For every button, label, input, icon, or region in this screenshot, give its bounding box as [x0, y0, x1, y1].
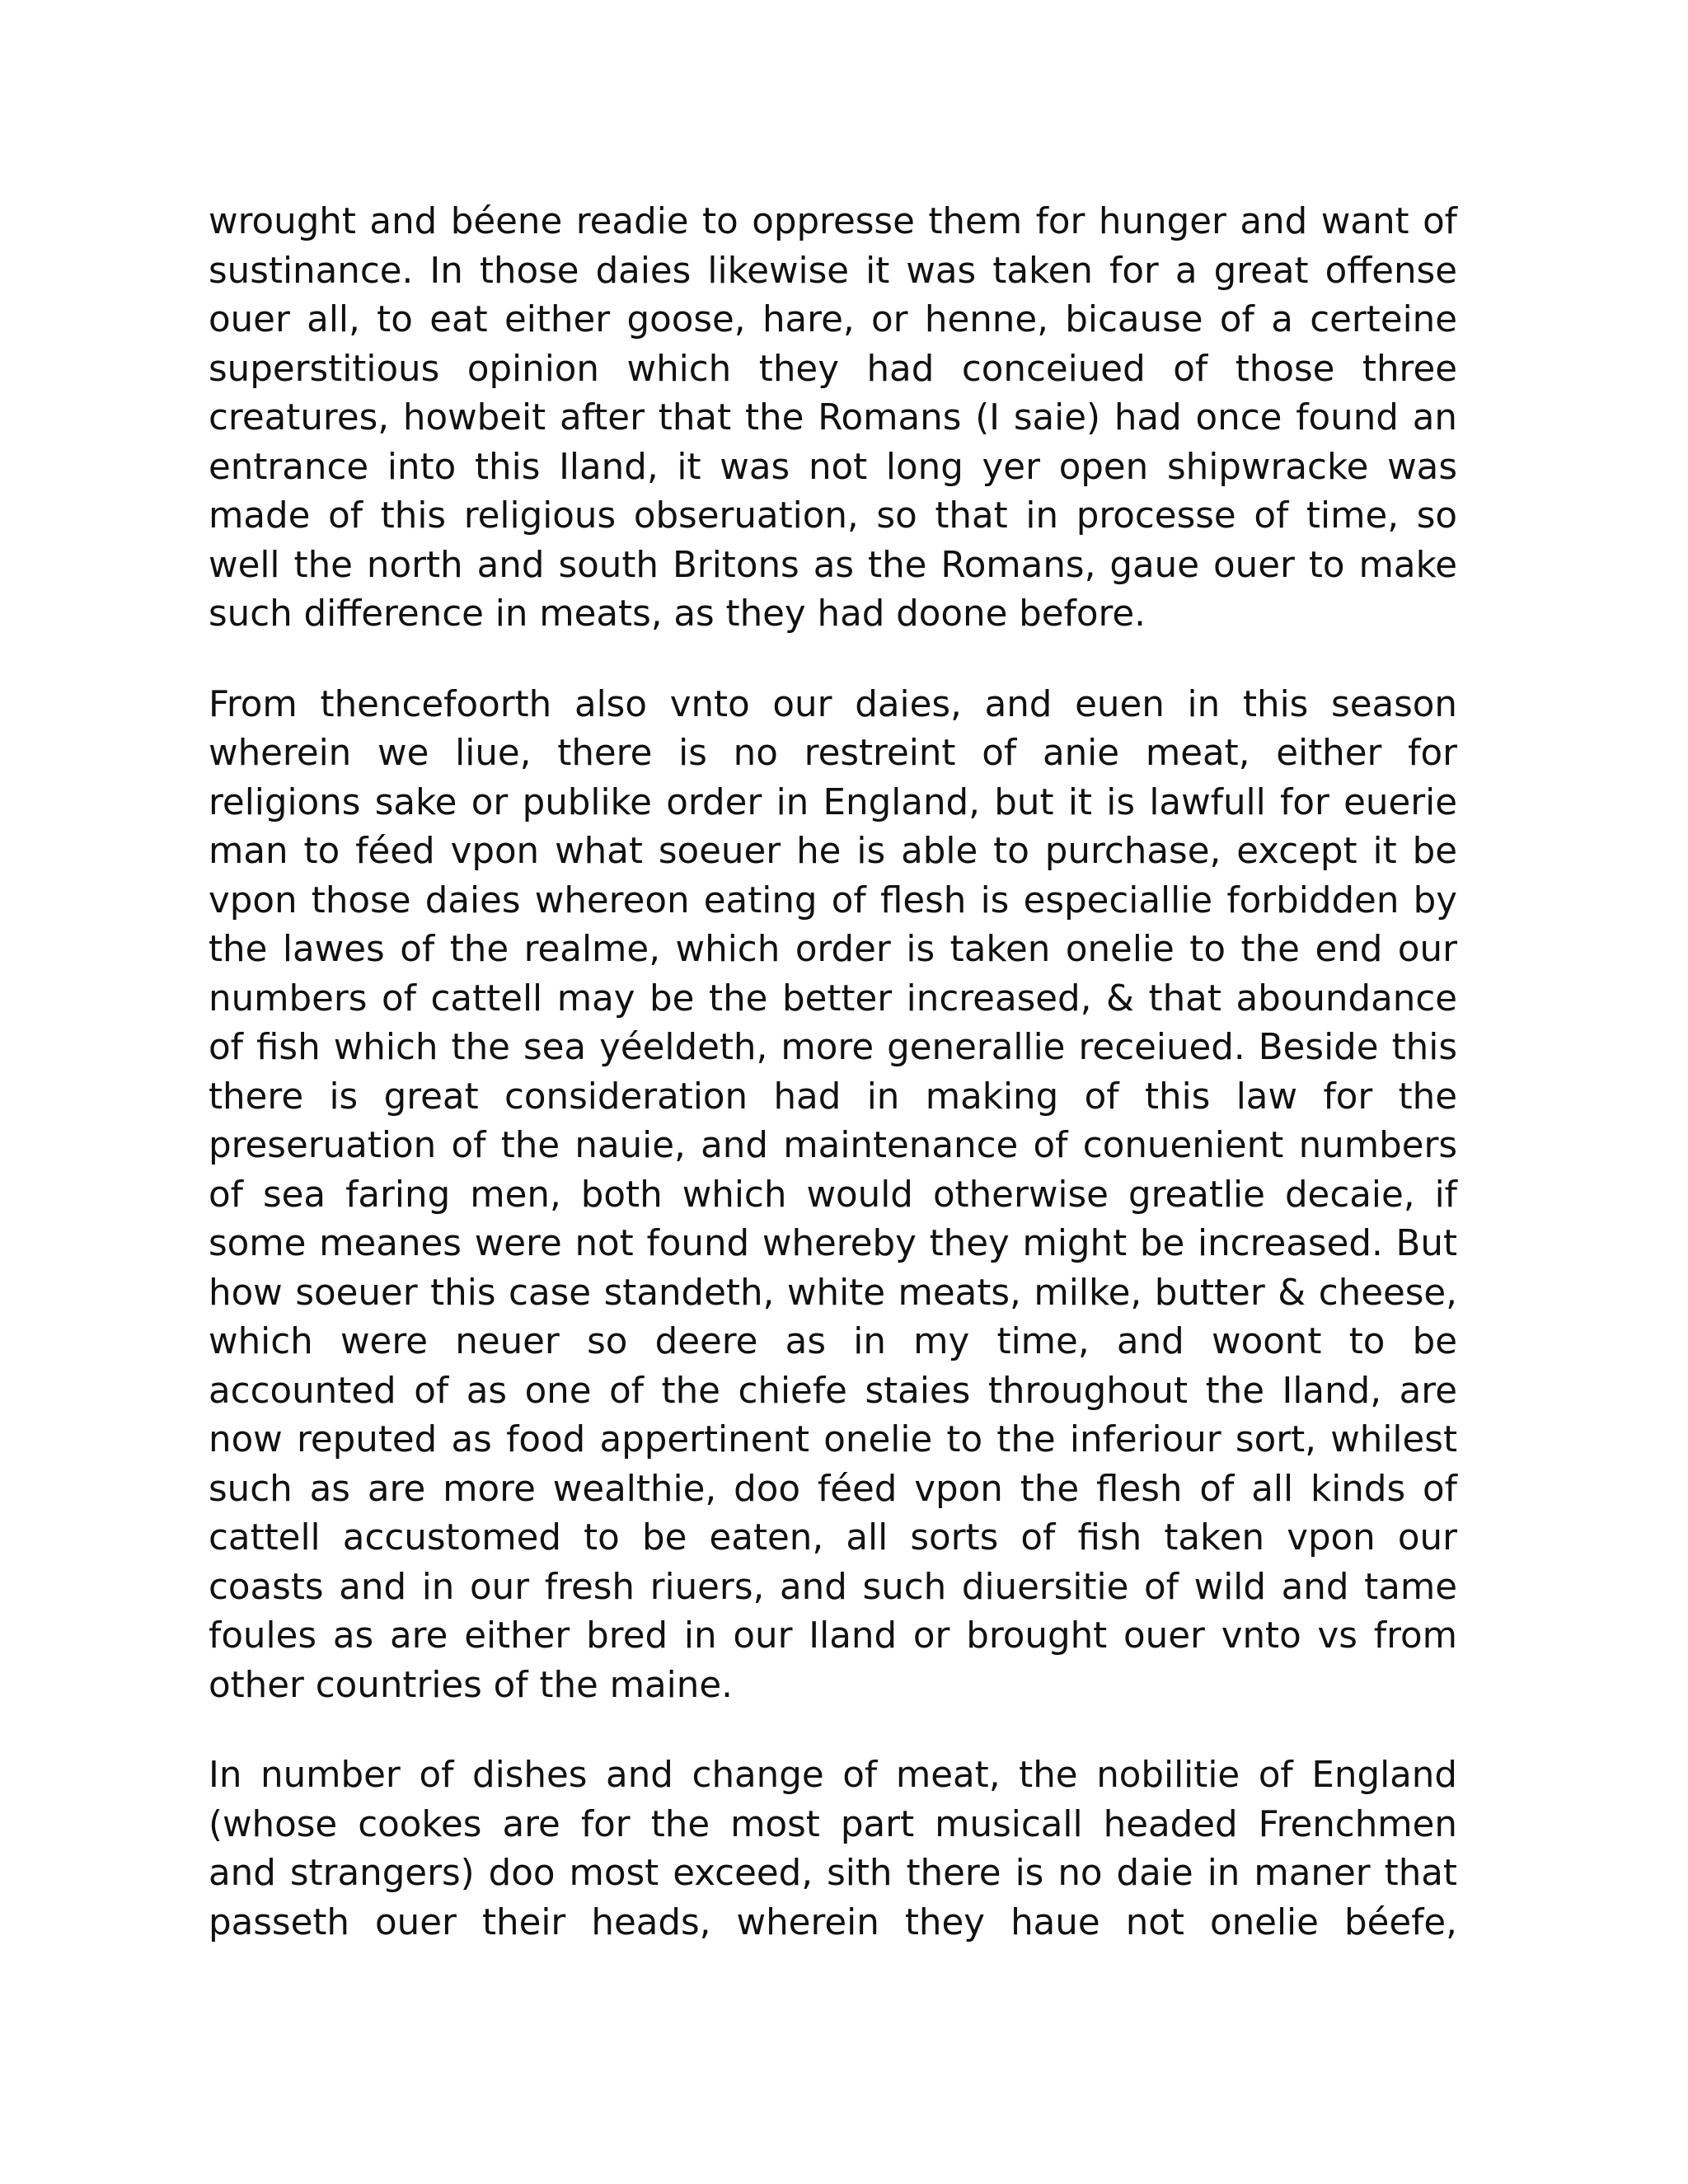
text-line: cattell accustomed to be eaten, all sorts of fish taken vpon our [209, 1517, 1457, 1558]
text-line: which were neuer so deere as in my time, and woont to be [209, 1321, 1457, 1362]
text-line: From thencefoorth also vnto our daies, and euen in this season [209, 683, 1457, 725]
text-line: passeth ouer their heads, wherein they haue not onelie béefe, [209, 1901, 1457, 1943]
text-line: sustinance. In those daies likewise it was taken for a great offense [209, 250, 1457, 292]
text-line: some meanes were not found whereby they might be increased. But [209, 1223, 1457, 1264]
text-line: numbers of cattell may be the better increased, & that aboundance [209, 977, 1457, 1019]
text-line: now reputed as food appertinent onelie to the inferiour sort, whilest [209, 1419, 1457, 1460]
text-line: and strangers) doo most exceed, sith there is no daie in maner that [209, 1853, 1457, 1894]
text-line: entrance into this Iland, it was not long yer open shipwracke was [209, 446, 1457, 488]
text-line: such as are more wealthie, doo féed vpon the flesh of all kinds of [209, 1468, 1457, 1510]
text-line: the lawes of the realme, which order is taken onelie to the end our [209, 929, 1457, 970]
paragraph-3 [209, 1751, 1457, 1947]
text-line: accounted of as one of the chiefe staies throughout the Iland, are [209, 1370, 1457, 1412]
text-line: religions sake or publike order in England, but it is lawfull for euerie [209, 781, 1457, 823]
text-line: well the north and south Britons as the Romans, gaue ouer to make [209, 544, 1457, 586]
document-page [209, 198, 1457, 1989]
text-line: there is great consideration had in making of this law for the [209, 1076, 1457, 1118]
text-line: how soeuer this case standeth, white meats, milke, butter & cheese, [209, 1272, 1457, 1314]
text-line: wrought and béene readie to oppresse them for hunger and want of [209, 201, 1457, 242]
text-line: foules as are either bred in our Iland or brought ouer vnto vs from [209, 1615, 1457, 1657]
text-line: ouer all, to eat either goose, hare, or henne, bicause of a certeine [209, 299, 1457, 340]
text-line: of fish which the sea yéeldeth, more generallie receiued. Beside this [209, 1027, 1457, 1068]
paragraph-1 [209, 198, 1457, 640]
text-line: other countries of the maine. [209, 1664, 733, 1706]
text-line: preseruation of the nauie, and maintenance of conuenient numbers [209, 1125, 1457, 1166]
paragraph-2 [209, 681, 1457, 1711]
text-line: of sea faring men, both which would otherwise greatlie decaie, if [209, 1174, 1457, 1216]
text-line: coasts and in our fresh riuers, and such diuersitie of wild and tame [209, 1566, 1457, 1608]
text-line: creatures, howbeit after that the Romans (I saie) had once found an [209, 397, 1457, 438]
text-line: such difference in meats, as they had doone before. [209, 593, 1146, 635]
text-line: man to féed vpon what soeuer he is able to purchase, except it be [209, 831, 1457, 872]
text-line: made of this religious obseruation, so that in processe of time, so [209, 495, 1457, 537]
text-line: In number of dishes and change of meat, the nobilitie of England [209, 1755, 1457, 1796]
text-line: wherein we liue, there is no restreint of anie meat, either for [209, 733, 1457, 774]
text-line: superstitious opinion which they had conceiued of those three [209, 348, 1457, 390]
text-line: (whose cookes are for the most part musicall headed Frenchmen [209, 1803, 1457, 1845]
text-line: vpon those daies whereon eating of flesh is especiallie forbidden by [209, 879, 1457, 921]
